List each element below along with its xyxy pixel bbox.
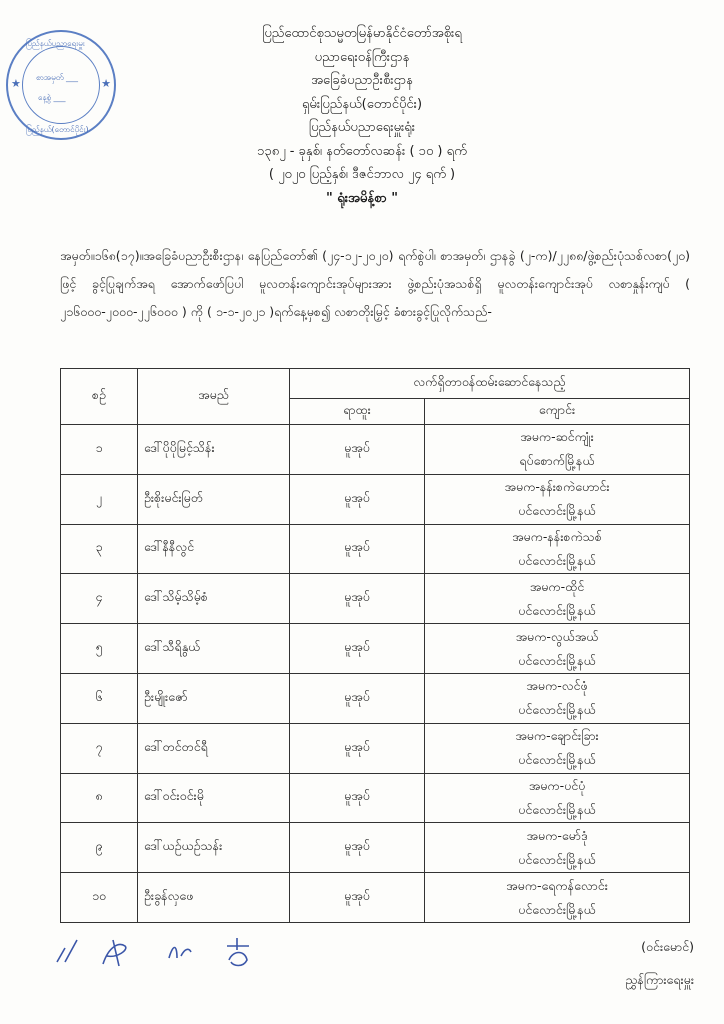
row-number: ၅: [61, 624, 138, 674]
row-number: ၇: [61, 723, 138, 773]
row-number: ၃: [61, 524, 138, 574]
table-row: [61, 574, 690, 624]
row-school-township: ပင်လောင်းမြို့နယ်: [518, 702, 596, 718]
seal-star-icon: ★: [101, 77, 111, 90]
signature-mark: [99, 936, 133, 975]
row-school: [425, 474, 690, 524]
seal-inner-ring: [22, 46, 100, 124]
header-office: ပြည်နယ်ပညာရေးမှူးရုံး: [308, 120, 416, 135]
header-government: ပြည်ထောင်စုသမ္မတမြန်မာနိုင်ငံတော်အစိုးရ: [262, 26, 462, 41]
row-school-township: ပင်လောင်းမြို့နယ်: [518, 801, 596, 817]
seal-date-field: နေ့စွဲ ___: [38, 93, 66, 102]
table-row: [61, 673, 690, 723]
row-school-name: အမက-လင်ဖုံ: [526, 678, 588, 694]
row-position: မူအုပ်: [290, 873, 425, 923]
row-name: ဒေါ်ယဉ်ယဉ်သန်း: [138, 823, 290, 873]
signatory-block: [625, 930, 694, 996]
row-name: ဒေါ်တင်တင်ရီ: [138, 723, 290, 773]
table-row: [61, 773, 690, 823]
row-school: [425, 574, 690, 624]
table-row: [61, 524, 690, 574]
table-row: [61, 425, 690, 475]
row-school-township: ပင်လောင်းမြို့နယ်: [518, 752, 596, 768]
staff-table: [60, 368, 690, 923]
row-position: မူအုပ်: [290, 574, 425, 624]
official-seal: [6, 30, 116, 140]
row-school: [425, 873, 690, 923]
row-number: ၈: [61, 773, 138, 823]
row-school-township: ပင်လောင်းမြို့နယ်: [518, 602, 596, 618]
row-number: ၁: [61, 425, 138, 475]
row-name: ဒေါ်ပိုပိုမြင့်သိန်း: [138, 425, 290, 475]
row-name: ဦးစိုးမင်းမြတ်: [138, 474, 290, 524]
row-name: ဒေါ်ဝင်းဝင်းမို: [138, 773, 290, 823]
row-position: မူအုပ်: [290, 773, 425, 823]
table-row: [61, 873, 690, 923]
header-state: ရှမ်းပြည်နယ်(တောင်ပိုင်း): [301, 96, 423, 112]
row-position: မူအုပ်: [290, 425, 425, 475]
signatory-name: (ဝင်းမောင်): [641, 939, 694, 954]
header-ministry: ပညာရေးဝန်ကြီးဌာန: [314, 49, 410, 65]
row-school-name: အမက-ရေကန်လောင်း: [506, 877, 608, 893]
row-school: [425, 773, 690, 823]
row-name: ဒေါ်သီရိနွယ်: [138, 624, 290, 674]
row-school-township: ပင်လောင်းမြို့နယ်: [518, 552, 596, 568]
row-school-name: အမက-ထိုင်: [529, 578, 585, 594]
row-school: [425, 624, 690, 674]
row-school: [425, 723, 690, 773]
row-school-township: ပင်လောင်းမြို့နယ်: [518, 851, 596, 867]
row-position: မူအုပ်: [290, 823, 425, 873]
row-school-name: အမက-ပင်ပုံ: [528, 777, 586, 793]
row-school: [425, 823, 690, 873]
row-number: ၆: [61, 673, 138, 723]
signatory-title: ညွှန်ကြားရေးမှူး: [625, 972, 694, 987]
row-school-name: အမက-နန်းစကဲသစ်: [512, 528, 602, 544]
seal-ring-text-bottom: ပြည်နယ်(တောင်ပိုင်း): [26, 125, 89, 134]
column-header-school: ကျောင်း: [425, 399, 690, 425]
signature-mark: [223, 936, 253, 975]
row-number: ၉: [61, 823, 138, 873]
header-order-title: " ရုံးအမိန့်စာ ": [325, 190, 399, 206]
row-school-name: အမက-ချောင်းခြား: [515, 728, 599, 744]
row-name: ဦးမျိုးဇော်: [138, 673, 290, 723]
row-school-name: အမက-မော်ဒုံ: [526, 827, 588, 843]
row-school-name: အမက-နန်းစကဲဟောင်း: [504, 479, 610, 495]
row-school: [425, 673, 690, 723]
column-header-position: ရာထူး: [290, 399, 425, 425]
row-school-township: ပင်လောင်းမြို့နယ်: [518, 901, 596, 917]
row-number: ၄: [61, 574, 138, 624]
row-school-name: အမက-လွယ်အယ်: [515, 628, 599, 644]
table-row: [61, 723, 690, 773]
row-school-township: ရပ်စောက်မြို့နယ်: [519, 453, 595, 469]
row-name: ဒေါ်နီနီလွင်: [138, 524, 290, 574]
header-date-myanmar: ၁၃၈၂ - ခုနှစ်၊ နတ်တော်လဆန်း ( ၁၀ ) ရက်: [257, 143, 467, 159]
signature-mark: [55, 936, 85, 971]
document-header: [150, 22, 574, 210]
table-row: [61, 823, 690, 873]
table-row: [61, 474, 690, 524]
row-position: မူအုပ်: [290, 524, 425, 574]
row-position: မူအုပ်: [290, 624, 425, 674]
seal-ref-field: စာအမှတ် ___: [36, 73, 79, 82]
row-position: မူအုပ်: [290, 474, 425, 524]
row-name: ဒေါ်သိမ့်သိမ့်စံ: [138, 574, 290, 624]
seal-star-icon: ★: [11, 77, 21, 90]
signatures: [55, 936, 275, 976]
row-school: [425, 524, 690, 574]
column-header-name: အမည်: [138, 369, 290, 425]
table-row: [61, 624, 690, 674]
order-paragraph: အမှတ်။၁၆၈(၁၇)။အခြေခံပညာဦးစီးဌာန၊ နေပြည်တော်၏ (၂၄-၁၂-၂၀၂၀) ရက်စွဲပါ၊ စာအမှတ်၊ ဌာနခွဲ (၂-က)/၂၂၈၈/ဖွဲ့စည်းပုံသစ်လစာ(၂၀) ဖြင့် ခွင့်ပြုချက်အရ အောက်ဖော်ပြပါ မူလတန်းကျောင်းအုပ်များအား ဖွဲ့စည်းပုံအသစ်ရှိ မူလတန်းကျောင်းအုပ် လစာနှုန်းကျပ် ( ၂၁၆၀၀၀-၂၀၀၀-၂၂၆၀၀၀ ) ကို ( ၁-၁-၂၀၂၁ )ရက်နေ့မှစ၍ လစာတိုးမြှင့် ခံစားခွင့်ပြုလိုက်သည်-: [60, 248, 690, 319]
row-position: မူအုပ်: [290, 673, 425, 723]
row-school: [425, 425, 690, 475]
column-header-no: စဉ်: [61, 369, 138, 425]
header-department: အခြေခံပညာဦးစီးဌာန: [311, 73, 413, 88]
column-header-current: လက်ရှိတာဝန်ထမ်းဆောင်နေသည့်: [290, 369, 690, 399]
row-number: ၁၀: [61, 873, 138, 923]
seal-ring-text-top: ပြည်နယ်ပညာရေးမှူး: [26, 39, 85, 48]
row-school-name: အမက-ဆင်ကျုံး: [520, 429, 594, 445]
row-school-township: ပင်လောင်းမြို့နယ်: [518, 652, 596, 668]
row-name: ဦးခွန်လှဖေ: [138, 873, 290, 923]
header-date-gregorian: ( ၂၀၂၀ ပြည့်နှစ်၊ ဒီဇင်ဘာလ ၂၄ ရက် ): [268, 167, 456, 182]
row-number: ၂: [61, 474, 138, 524]
row-position: မူအုပ်: [290, 723, 425, 773]
signature-mark: [165, 938, 195, 971]
row-school-township: ပင်လောင်းမြို့နယ်: [518, 503, 596, 519]
